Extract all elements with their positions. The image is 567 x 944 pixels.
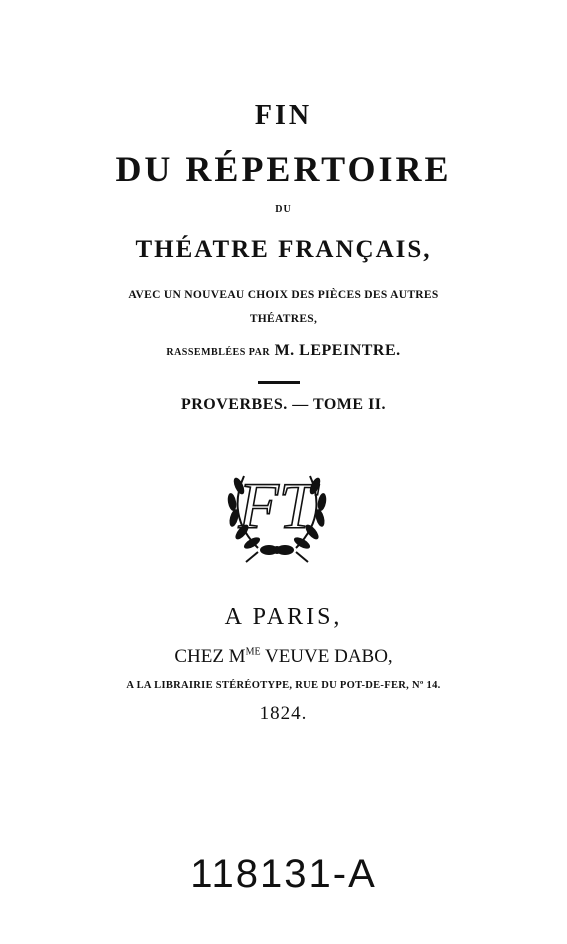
heading-theatre-francais: THÉATRE FRANÇAIS, <box>135 236 432 263</box>
subtitle-theatres: THÉATRES, <box>249 313 318 325</box>
imprint-publisher <box>0 646 567 668</box>
heading-repertoire: DU RÉPERTOIRE <box>115 149 452 189</box>
library-stamp-number: 118131-A <box>190 852 377 896</box>
heading-fin: FIN <box>254 100 313 131</box>
publisher-prefix: CHEZ M <box>174 646 246 667</box>
divider-rule <box>258 381 300 384</box>
monogram-text: FT <box>238 470 316 543</box>
imprint-city: A PARIS, <box>224 604 343 630</box>
laurel-wreath-monogram-icon <box>214 446 340 566</box>
editor-name: M. LEPEINTRE. <box>274 342 401 359</box>
editor-prefix: RASSEMBLÉES PAR <box>166 347 271 358</box>
imprint-address: A LA LIBRAIRIE STÉRÉOTYPE, RUE DU POT-DE-FER, Nº 14. <box>126 680 441 691</box>
imprint-year: 1824. <box>259 703 308 724</box>
editor-line <box>0 342 567 360</box>
publisher-name: VEUVE DABO, <box>260 646 393 667</box>
subtitle-avec: AVEC UN NOUVEAU CHOIX DES PIÈCES DES AUTRES <box>128 289 439 301</box>
publisher-superscript: ME <box>245 646 261 658</box>
volume-line: PROVERBES. — TOME II. <box>180 396 387 413</box>
heading-du: DU <box>275 204 292 215</box>
